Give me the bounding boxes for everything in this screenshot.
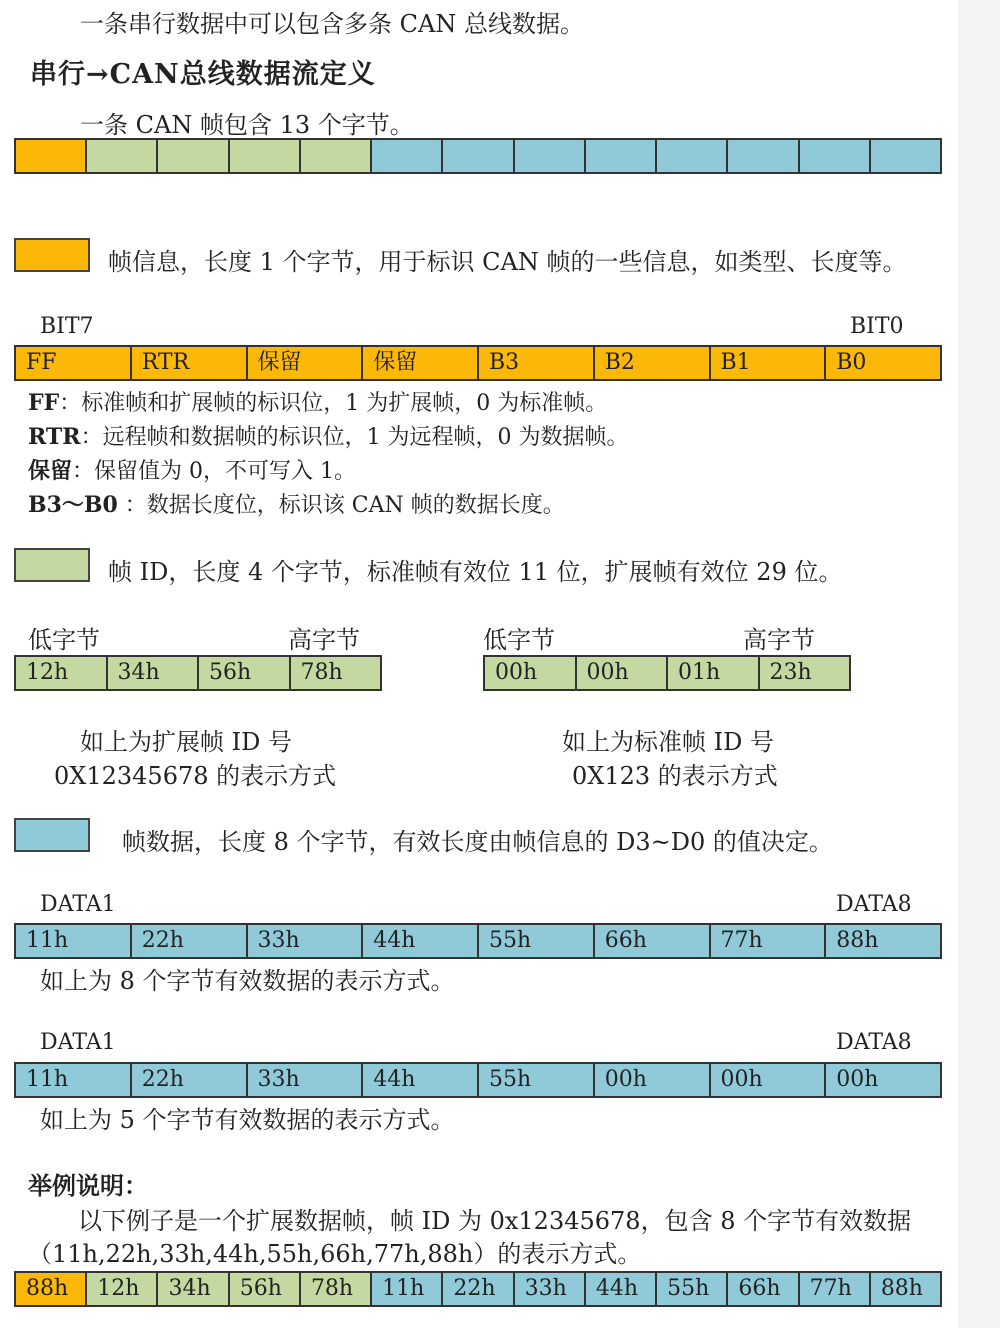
data5-byte-cell: 55h <box>479 1064 595 1096</box>
data8-byte-cell: 22h <box>132 925 248 957</box>
example-line-2: （11h,22h,33h,44h,55h,66h,77h,88h）的表示方式。 <box>28 1240 642 1268</box>
frame-byte-cell <box>87 140 158 172</box>
example-byte-cell: 34h <box>158 1273 229 1305</box>
ext-id-high-label: 高字节 <box>288 626 360 654</box>
frame-byte-cell <box>586 140 657 172</box>
data5-byte-cell: 22h <box>132 1064 248 1096</box>
std-id-byte-cell: 00h <box>577 657 669 689</box>
frame-byte-cell <box>728 140 799 172</box>
info-note-reserved-text: ：保留值为 0，不可写入 1。 <box>72 459 356 484</box>
example-byte-cell: 88h <box>16 1273 87 1305</box>
example-line-1: 以下例子是一个扩展数据帧，帧 ID 为 0x12345678，包含 8 个字节有效数据 <box>78 1207 912 1235</box>
info-bit-cell: RTR <box>132 347 248 379</box>
info-bit-cell: 保留 <box>363 347 479 379</box>
frame-structure-bar <box>14 138 942 174</box>
info-note-rtr <box>28 420 629 451</box>
info-bit-cell: B3 <box>479 347 595 379</box>
info-note-rtr-key: RTR <box>28 424 81 450</box>
data8-byte-cell: 77h <box>711 925 827 957</box>
data8-byte-cell: 33h <box>248 925 364 957</box>
std-id-byte-cell: 01h <box>668 657 760 689</box>
legend-frame-info-swatch <box>14 238 90 272</box>
info-note-length-text: ：数据长度位，标识该 CAN 帧的数据长度。 <box>117 493 565 518</box>
section-heading: 串行→CAN总线数据流定义 <box>30 59 376 90</box>
bit-low-label: BIT0 <box>850 314 904 339</box>
data-5-bytes-bar <box>14 1062 942 1098</box>
info-note-rtr-text: ：远程帧和数据帧的标识位，1 为远程帧，0 为数据帧。 <box>80 425 629 450</box>
frame-byte-cell <box>301 140 372 172</box>
frame-info-bits-bar <box>14 345 942 381</box>
info-note-reserved-key: 保留 <box>28 458 73 484</box>
legend-frame-data-swatch <box>14 818 90 852</box>
ext-id-caption-1: 如上为扩展帧 ID 号 <box>80 728 292 756</box>
example-byte-cell: 77h <box>800 1273 871 1305</box>
example-byte-cell: 88h <box>871 1273 940 1305</box>
example-byte-cell: 56h <box>230 1273 301 1305</box>
info-bit-cell: B0 <box>826 347 940 379</box>
data8-byte-cell: 11h <box>16 925 132 957</box>
frame-byte-cell <box>871 140 940 172</box>
example-byte-cell: 22h <box>443 1273 514 1305</box>
legend-frame-info-text: 帧信息，长度 1 个字节，用于标识 CAN 帧的一些信息，如类型、长度等。 <box>108 248 907 276</box>
frame-byte-cell <box>158 140 229 172</box>
info-note-reserved <box>28 454 356 485</box>
data5-byte-cell: 00h <box>711 1064 827 1096</box>
data8-byte-cell: 88h <box>826 925 940 957</box>
info-note-ff-key: FF <box>28 390 60 416</box>
info-note-length-key: B3～B0 <box>28 492 118 518</box>
example-byte-cell: 44h <box>586 1273 657 1305</box>
info-note-ff-text: ：标准帧和扩展帧的标识位，1 为扩展帧，0 为标准帧。 <box>59 391 608 416</box>
ext-id-byte-cell: 56h <box>199 657 291 689</box>
legend-frame-id-text: 帧 ID，长度 4 个字节，标准帧有效位 11 位，扩展帧有效位 29 位。 <box>108 558 843 586</box>
example-byte-cell: 66h <box>728 1273 799 1305</box>
data8-first-label: DATA1 <box>40 892 116 917</box>
ext-id-caption-2: 0X12345678 的表示方式 <box>54 762 337 790</box>
data8-last-label: DATA8 <box>836 892 912 917</box>
info-note-ff <box>28 386 607 417</box>
info-note-length <box>28 488 565 519</box>
data5-byte-cell: 00h <box>826 1064 940 1096</box>
data8-byte-cell: 44h <box>363 925 479 957</box>
info-bit-cell: B1 <box>711 347 827 379</box>
data8-byte-cell: 66h <box>595 925 711 957</box>
std-id-byte-cell: 23h <box>760 657 850 689</box>
data-8-bytes-bar <box>14 923 942 959</box>
data5-byte-cell: 11h <box>16 1064 132 1096</box>
example-byte-cell: 55h <box>657 1273 728 1305</box>
frame-description: 一条 CAN 帧包含 13 个字节。 <box>80 111 414 139</box>
std-id-low-label: 低字节 <box>483 626 555 654</box>
standard-id-bar <box>483 655 851 691</box>
std-id-caption-1: 如上为标准帧 ID 号 <box>562 728 774 756</box>
bit-high-label: BIT7 <box>40 314 94 339</box>
frame-byte-cell <box>443 140 514 172</box>
ext-id-byte-cell: 34h <box>108 657 200 689</box>
std-id-high-label: 高字节 <box>743 626 815 654</box>
intro-text: 一条串行数据中可以包含多条 CAN 总线数据。 <box>80 10 584 38</box>
data5-byte-cell: 44h <box>363 1064 479 1096</box>
std-id-byte-cell: 00h <box>485 657 577 689</box>
data5-byte-cell: 33h <box>248 1064 364 1096</box>
ext-id-low-label: 低字节 <box>28 626 100 654</box>
info-bit-cell: FF <box>16 347 132 379</box>
data5-byte-cell: 00h <box>595 1064 711 1096</box>
frame-byte-cell <box>372 140 443 172</box>
data5-last-label: DATA8 <box>836 1030 912 1055</box>
data5-first-label: DATA1 <box>40 1030 116 1055</box>
example-byte-cell: 12h <box>87 1273 158 1305</box>
frame-byte-cell <box>16 140 87 172</box>
std-id-caption-2: 0X123 的表示方式 <box>572 762 778 790</box>
example-byte-cell: 11h <box>372 1273 443 1305</box>
data8-caption: 如上为 8 个字节有效数据的表示方式。 <box>40 967 455 995</box>
frame-byte-cell <box>800 140 871 172</box>
legend-frame-id-swatch <box>14 548 90 582</box>
example-frame-bar <box>14 1271 942 1307</box>
info-bit-cell: B2 <box>595 347 711 379</box>
example-byte-cell: 78h <box>301 1273 372 1305</box>
example-byte-cell: 33h <box>515 1273 586 1305</box>
ext-id-byte-cell: 12h <box>16 657 108 689</box>
example-title: 举例说明： <box>28 1171 148 1200</box>
info-bit-cell: 保留 <box>248 347 364 379</box>
legend-frame-data-text: 帧数据，长度 8 个字节，有效长度由帧信息的 D3~D0 的值决定。 <box>122 828 833 856</box>
frame-byte-cell <box>515 140 586 172</box>
extended-id-bar <box>14 655 382 691</box>
right-margin-strip <box>958 0 1000 1328</box>
frame-byte-cell <box>230 140 301 172</box>
data5-caption: 如上为 5 个字节有效数据的表示方式。 <box>40 1106 455 1134</box>
ext-id-byte-cell: 78h <box>291 657 381 689</box>
data8-byte-cell: 55h <box>479 925 595 957</box>
frame-byte-cell <box>657 140 728 172</box>
